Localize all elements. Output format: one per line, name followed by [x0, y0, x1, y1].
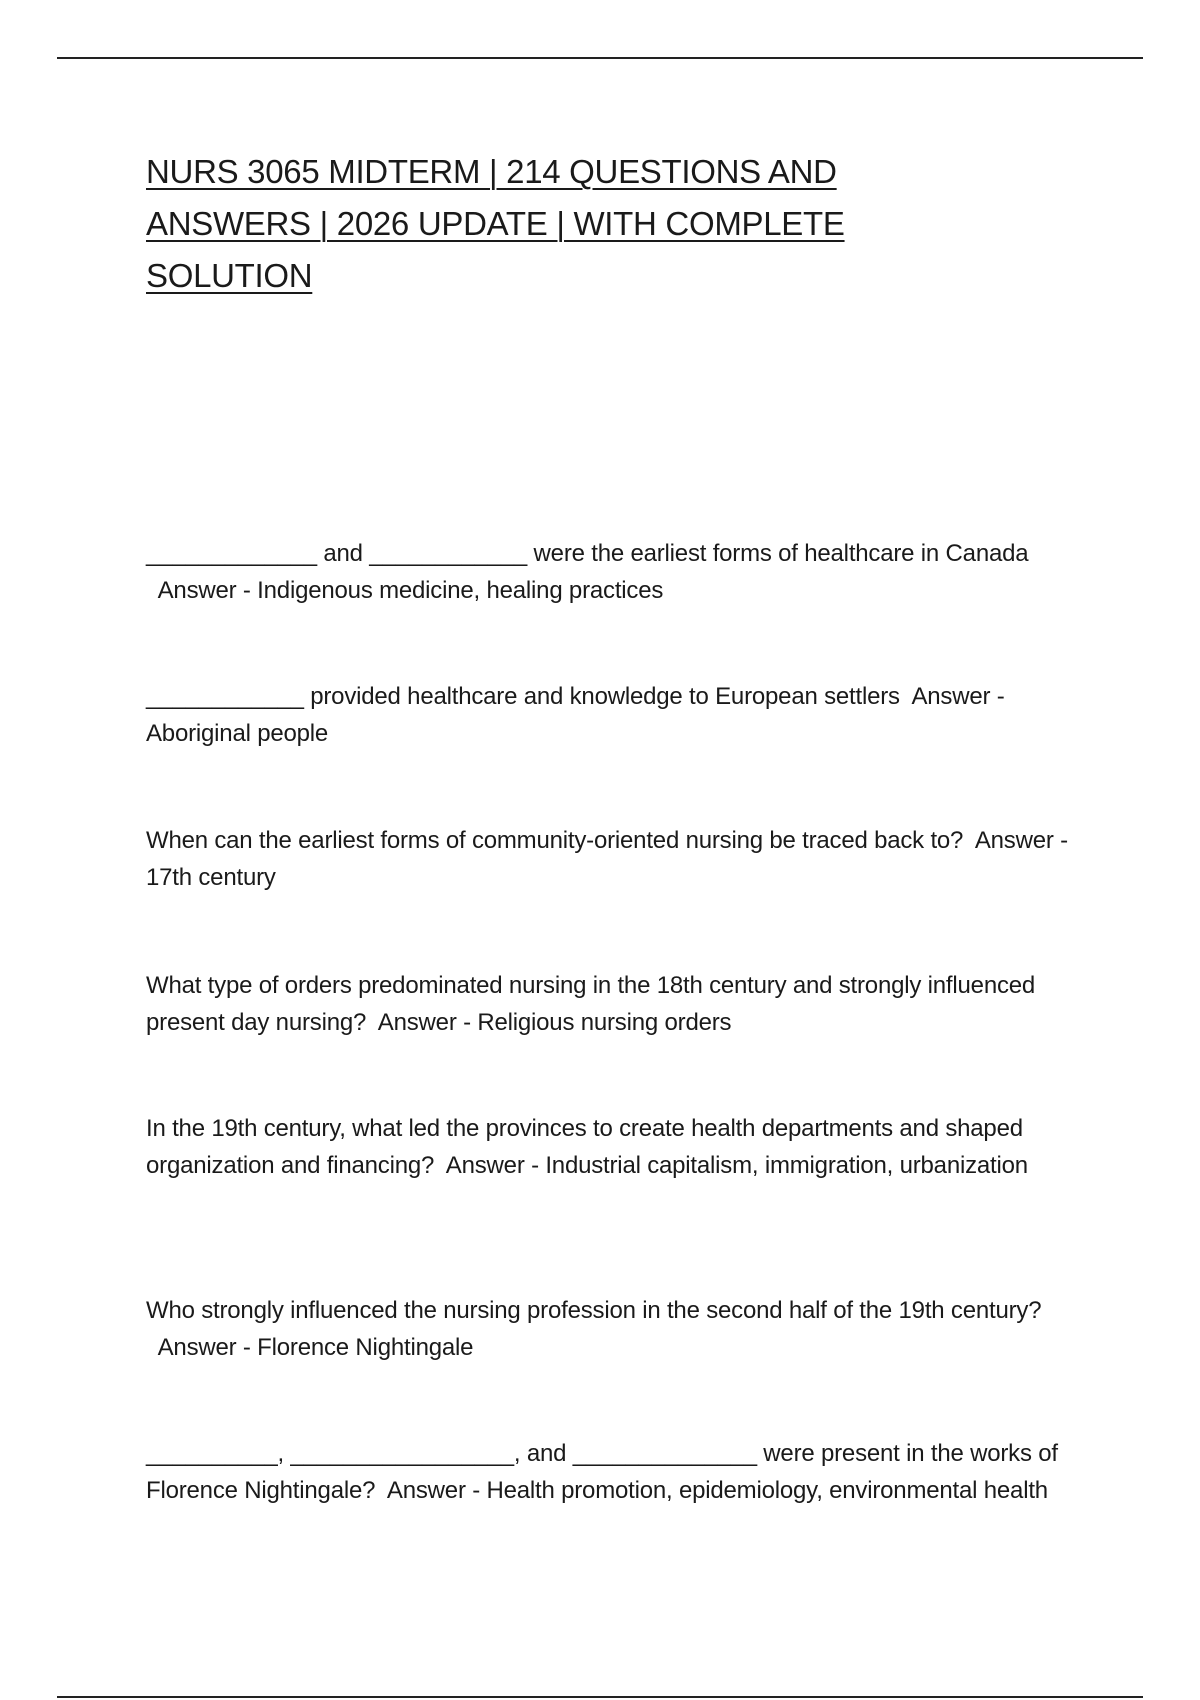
qa-item-7 — [146, 1435, 1076, 1509]
question-text: Who strongly influenced the nursing profession in the second half of the 19th century? — [146, 1297, 1042, 1324]
qa-item-2 — [146, 678, 1076, 752]
answer-text: Answer - Aboriginal people — [146, 683, 1005, 747]
question-text: _____________ and ____________ were the earliest forms of healthcare in Canada — [146, 540, 1029, 567]
qa-item-5 — [146, 1110, 1076, 1184]
question-text: In the 19th century, what led the provinces to create health departments and shaped organization and financing? — [146, 1115, 1023, 1179]
document-title: NURS 3065 MIDTERM | 214 QUESTIONS AND ANSWERS | 2026 UPDATE | WITH COMPLETE SOLUTION — [146, 153, 845, 294]
answer-text: Answer - Religious nursing orders — [377, 1009, 732, 1036]
qa-item-6 — [146, 1292, 1076, 1366]
answer-text: Answer - Florence Nightingale — [157, 1334, 474, 1361]
question-text: __________, _________________, and ______________ were present in the works of Florence Nightingale? — [146, 1440, 1058, 1504]
answer-text: Answer - Indigenous medicine, healing practices — [157, 577, 664, 604]
answer-text: Answer - Health promotion, epidemiology, environmental health — [386, 1477, 1048, 1504]
qa-item-3 — [146, 822, 1076, 896]
qa-item-1 — [146, 535, 1076, 609]
footer-rule — [57, 1696, 1143, 1698]
header-rule — [57, 57, 1143, 59]
question-text: When can the earliest forms of community-oriented nursing be traced back to? — [146, 827, 964, 854]
answer-text: Answer - Industrial capitalism, immigration, urbanization — [445, 1152, 1028, 1179]
answer-text: Answer - 17th century — [146, 827, 1068, 891]
qa-item-4 — [146, 967, 1076, 1041]
question-text: ____________ provided healthcare and knowledge to European settlers — [146, 683, 900, 710]
question-text: What type of orders predominated nursing in the 18th century and strongly influenced present day nursing? — [146, 972, 1036, 1036]
